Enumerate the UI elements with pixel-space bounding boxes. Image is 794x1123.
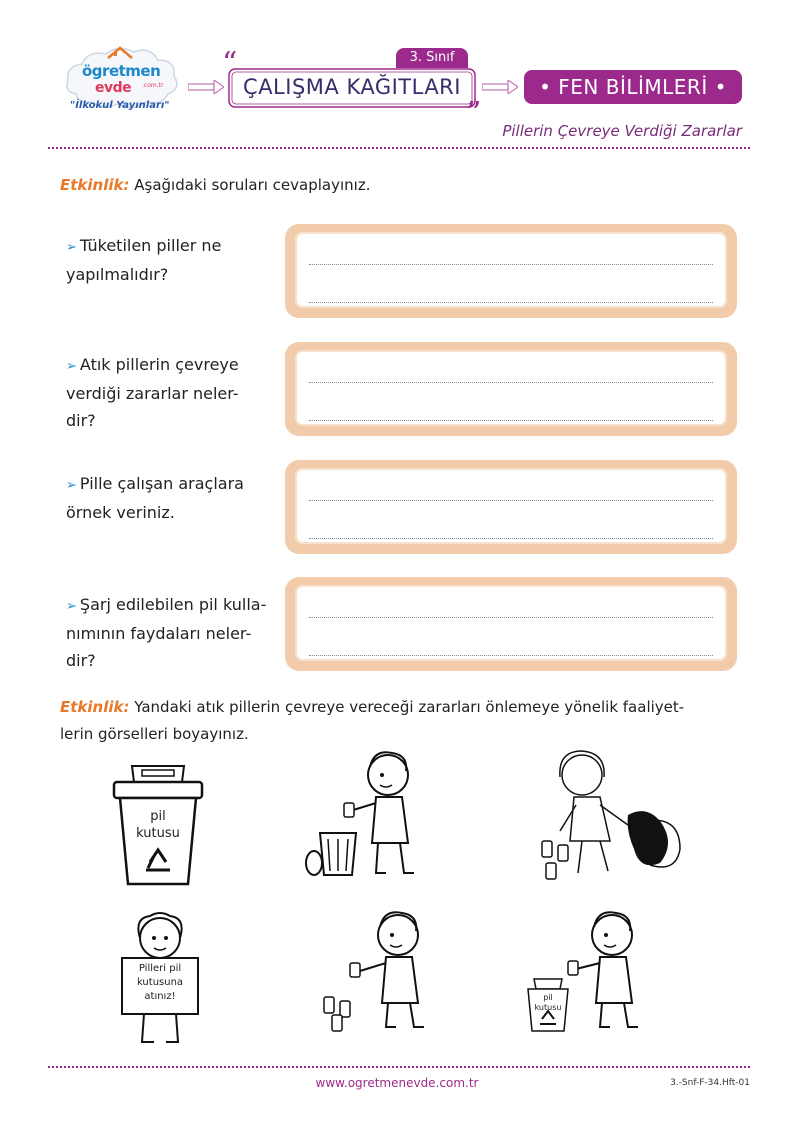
arrow-bullet-icon: ➢ — [66, 240, 77, 255]
arrow-bullet-icon: ➢ — [66, 359, 77, 374]
publisher-name: "İlkokul Yayınları" — [70, 100, 170, 111]
bin-label-line: kutusu — [136, 826, 180, 841]
question-line: Atık pillerin çevreye — [79, 355, 239, 374]
answer-box-2[interactable] — [285, 342, 737, 436]
question-line: yapılmalıdır? — [66, 265, 169, 284]
bin-label — [110, 808, 206, 842]
activity-instruction: Aşağıdaki soruları cevaplayınız. — [134, 176, 371, 194]
worksheet-title: ÇALIŞMA KAĞITLARI — [243, 75, 461, 99]
girl-with-garbage-bag-icon[interactable] — [530, 745, 700, 885]
activity2-heading — [60, 694, 750, 748]
arrow-right-icon — [188, 80, 224, 94]
boy-recycling-battery-icon[interactable] — [520, 905, 650, 1035]
question-line: dir? — [66, 651, 96, 670]
arrow-right-icon — [482, 80, 518, 94]
footer-divider — [48, 1066, 750, 1068]
logo-text-top: ögretmen — [82, 62, 161, 80]
sign-line: atınız! — [144, 991, 176, 1002]
question-4 — [66, 591, 281, 674]
answer-box-3[interactable] — [285, 460, 737, 554]
activity1-heading — [60, 176, 370, 194]
question-3 — [66, 470, 281, 526]
sign-line: kutusuna — [136, 977, 184, 988]
boy-throwing-battery-in-trash-icon[interactable] — [300, 745, 430, 885]
activity-instruction: lerin görselleri boyayınız. — [60, 725, 249, 743]
answer-box-4[interactable] — [285, 577, 737, 671]
footer-code: 3.-Snf-F-34.Hft-01 — [670, 1078, 750, 1088]
small-bin-line: kutusu — [534, 1003, 562, 1012]
activity-label: Etkinlik: — [60, 176, 130, 194]
arrow-bullet-icon: ➢ — [66, 478, 77, 493]
small-bin-line: pil — [543, 993, 553, 1002]
question-line: Pille çalışan araçlara — [79, 474, 244, 493]
question-line: dir? — [66, 411, 96, 430]
divider — [48, 147, 750, 149]
small-bin-label — [528, 993, 568, 1013]
logo-domain: .com.tr — [142, 82, 164, 89]
grade-badge: 3. Sınıf — [396, 48, 468, 68]
question-line: verdiği zararlar neler- — [66, 384, 239, 403]
question-line: nımının faydaları neler- — [66, 624, 252, 643]
boy-with-batteries-icon[interactable] — [310, 905, 440, 1035]
activity-label: Etkinlik: — [60, 698, 130, 716]
close-quote-icon: ” — [466, 96, 482, 131]
topic-title: Pillerin Çevreye Verdiği Zararlar — [502, 122, 742, 140]
bin-label-line: pil — [150, 809, 166, 824]
arrow-bullet-icon: ➢ — [66, 599, 77, 614]
footer-url-link[interactable]: www.ogretmenevde.com.tr — [315, 1076, 479, 1090]
question-2 — [66, 351, 281, 434]
sign-line: Pilleri pil — [138, 963, 182, 974]
question-1 — [66, 232, 281, 288]
question-line: Tüketilen piller ne — [79, 236, 222, 255]
sign-text — [124, 962, 196, 1004]
logo-text-bottom: evde — [95, 80, 132, 96]
answer-box-1[interactable] — [285, 224, 737, 318]
subject-badge: • FEN BİLİMLERİ • — [524, 70, 742, 104]
activity-instruction: Yandaki atık pillerin çevreye vereceği zararları önlemeye yönelik faaliyet- — [134, 698, 685, 716]
open-quote-icon: “ — [222, 46, 238, 81]
question-line: Şarj edilebilen pil kulla- — [79, 595, 267, 614]
question-line: örnek veriniz. — [66, 503, 175, 522]
